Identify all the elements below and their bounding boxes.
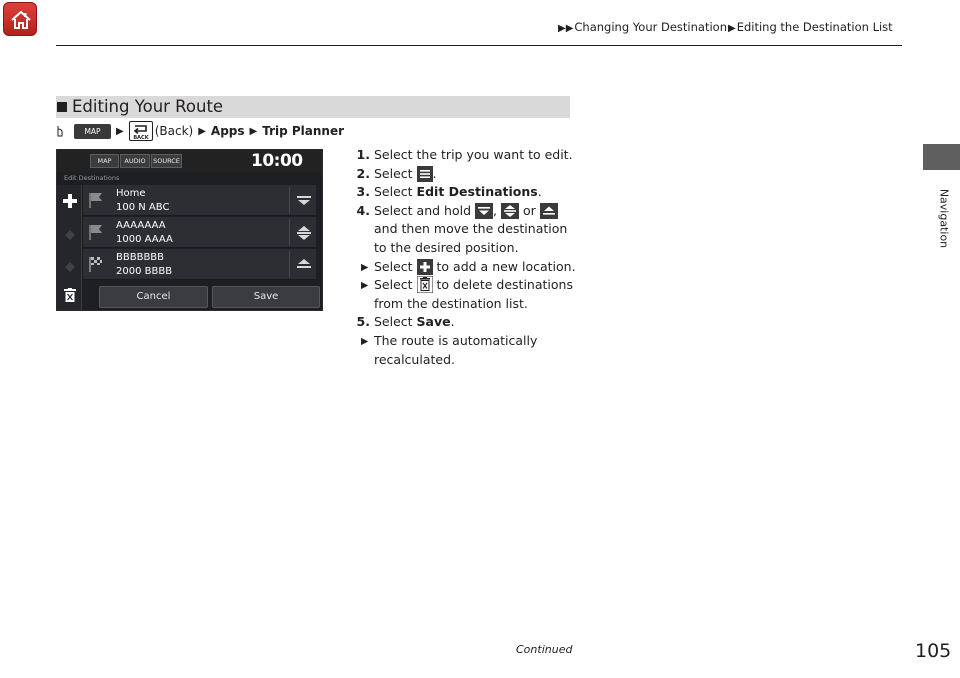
destination-row[interactable]: [83, 185, 316, 216]
screen-tab-map[interactable]: MAP: [90, 154, 119, 168]
destination-row[interactable]: [83, 217, 316, 248]
move-up-down-icon[interactable]: [297, 226, 311, 240]
step-4: [340, 202, 580, 258]
destination-row[interactable]: [83, 249, 316, 280]
step-text: Select: [374, 184, 413, 200]
save-button[interactable]: Save: [212, 286, 320, 308]
row-separator: [289, 251, 290, 278]
move-up-icon: [540, 203, 558, 219]
home-icon: [9, 8, 33, 32]
destination-address: 2000 BBBB: [116, 266, 173, 277]
sub-step-arrow-icon: ▶: [361, 335, 369, 347]
map-button[interactable]: MAP: [74, 124, 111, 139]
move-down-icon: [475, 203, 493, 219]
step-text: Select: [374, 314, 413, 330]
move-down-icon[interactable]: [297, 194, 311, 206]
step-text: Select the trip you want to edit.: [374, 147, 573, 162]
add-icon: [417, 259, 433, 275]
trip-planner-label: Trip Planner: [262, 124, 345, 138]
step-text: Select and hold: [374, 202, 472, 218]
instruction-steps: [340, 146, 580, 369]
destination-name: AAAAAAA: [116, 220, 166, 231]
screen-subtitle: Edit Destinations: [64, 174, 120, 182]
step-text: .: [432, 165, 437, 181]
step-text: Select: [374, 165, 413, 181]
back-arrow-icon: [130, 122, 152, 140]
svg-text:BACK: BACK: [133, 135, 149, 140]
path-arrow-icon: ▶: [198, 125, 206, 137]
path-arrow-icon: ▶: [116, 125, 124, 137]
row-separator: [289, 187, 290, 214]
page-number: 105: [915, 640, 952, 662]
path-arrow-icon: ▶: [249, 125, 258, 137]
step-text: and then move the destination to the desired position.: [374, 221, 568, 255]
destination-address: 1000 AAAA: [116, 234, 173, 245]
breadcrumb-arrow-icon: ▶▶: [558, 23, 574, 34]
drag-handle-icon: [65, 262, 75, 272]
step-2: [340, 165, 580, 184]
section-title: Editing Your Route: [72, 97, 224, 116]
trash-icon[interactable]: [64, 288, 76, 302]
step-text: Select: [374, 258, 413, 274]
back-button[interactable]: [129, 121, 153, 141]
step-number: 4.: [356, 202, 370, 218]
sub-step-recalculated: [340, 332, 580, 369]
sub-step-add: [340, 258, 580, 277]
chapter-label: Navigation: [937, 188, 951, 249]
step-number: 3.: [356, 184, 370, 200]
screen-clock: 10:00: [251, 151, 303, 171]
add-icon[interactable]: [63, 194, 77, 208]
row-separator: [289, 219, 290, 246]
step-number: 1.: [356, 147, 370, 162]
step-number: 2.: [356, 165, 370, 181]
step-3: [340, 183, 580, 202]
breadcrumb: [557, 20, 893, 34]
chapter-tab[interactable]: [923, 144, 960, 170]
edit-destinations-label: Edit Destinations: [416, 184, 538, 200]
header-divider: [56, 45, 902, 46]
operation-path: [56, 121, 344, 141]
checkered-flag-icon: [88, 256, 104, 272]
flag-icon: [88, 192, 104, 208]
step-text: to add a new location.: [436, 258, 576, 274]
step-1: [340, 146, 580, 165]
edit-destinations-screen: [56, 149, 323, 311]
destination-name: Home: [116, 188, 146, 199]
sub-step-delete: [340, 276, 580, 313]
flag-icon: [88, 224, 104, 240]
cancel-button[interactable]: Cancel: [99, 286, 208, 308]
step-text: .: [537, 184, 542, 200]
back-label: (Back): [154, 124, 194, 138]
trash-icon: [417, 276, 433, 293]
save-label: Save: [416, 314, 451, 330]
section-heading: [56, 96, 570, 118]
apps-label: Apps: [210, 124, 245, 138]
section-bullet-icon: [57, 102, 67, 112]
step-text: .: [450, 314, 455, 330]
move-up-icon[interactable]: [297, 258, 311, 270]
step-text: or: [522, 202, 536, 218]
sub-step-arrow-icon: ▶: [361, 261, 369, 273]
step-5: [340, 313, 580, 332]
step-text: The route is automatically recalculated.: [374, 332, 538, 367]
screen-left-column: [57, 185, 82, 311]
menu-icon: [417, 166, 433, 182]
breadcrumb-current: Editing the Destination List: [736, 20, 893, 34]
drag-handle-icon: [65, 230, 75, 240]
destination-name: BBBBBBB: [116, 252, 165, 263]
step-text: ,: [493, 202, 497, 218]
sub-step-arrow-icon: ▶: [361, 280, 369, 292]
hand-pointer-icon: [56, 125, 64, 138]
breadcrumb-arrow-icon: ▶: [727, 23, 736, 34]
move-up-down-icon: [501, 203, 519, 219]
screen-tab-audio[interactable]: AUDIO: [120, 154, 150, 168]
continued-label: Continued: [516, 643, 573, 656]
step-text: Select: [374, 277, 413, 293]
breadcrumb-link-changing-destination[interactable]: Changing Your Destination: [574, 20, 727, 34]
step-text: to delete destinations from the destination list.: [374, 277, 573, 311]
destination-address: 100 N ABC: [116, 202, 170, 213]
step-number: 5.: [356, 314, 370, 330]
screen-tab-source[interactable]: SOURCE: [151, 154, 182, 168]
home-button[interactable]: [3, 2, 37, 36]
